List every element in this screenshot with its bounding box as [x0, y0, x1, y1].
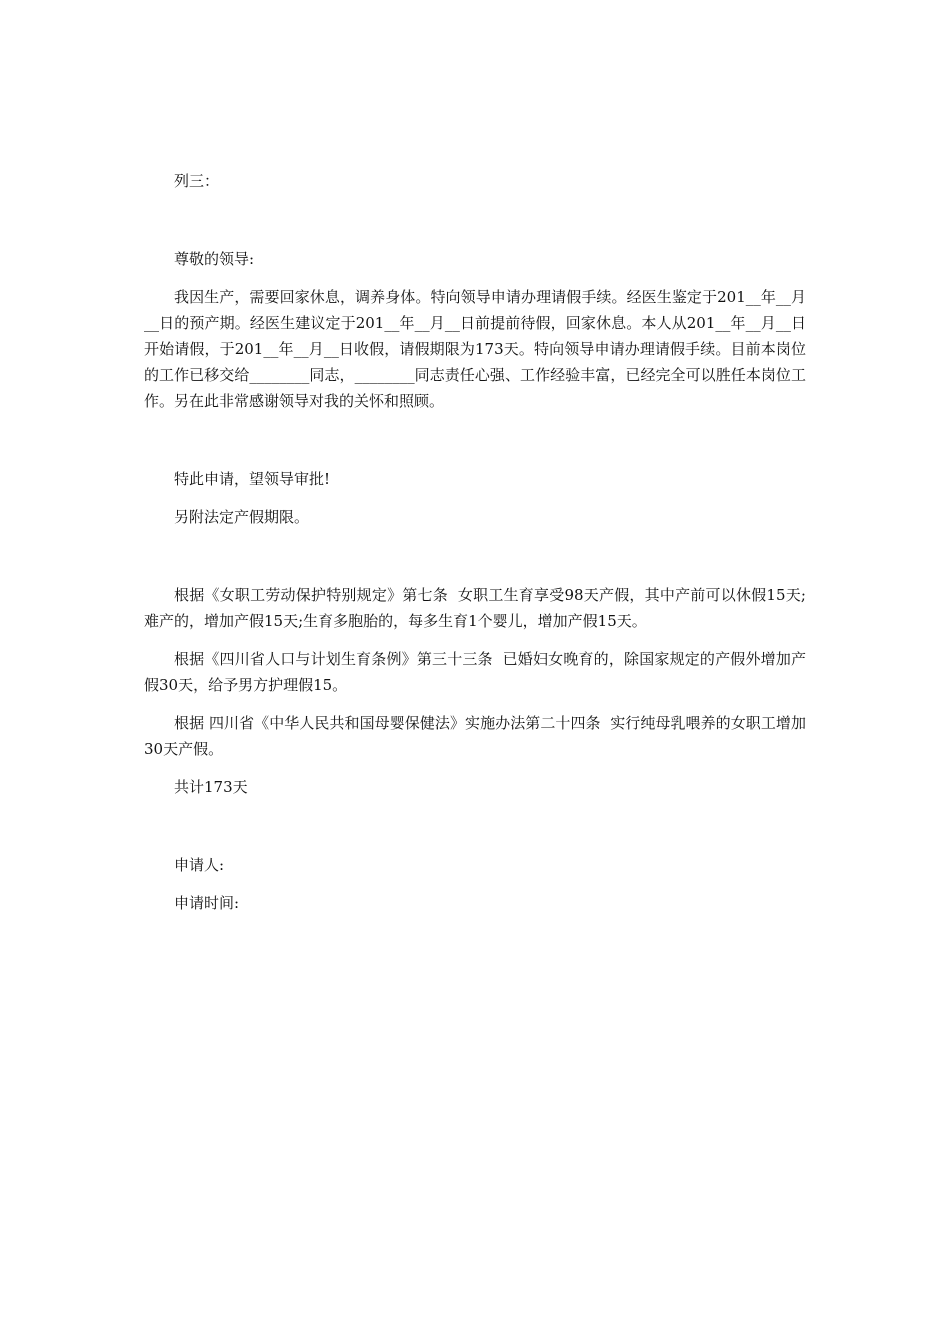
salutation: 尊敬的领导:	[174, 250, 255, 268]
rule-paragraph: 根据《女职工劳动保护特别规定》第七条 女职工生育享受98天产假，其中产前可以休假15天;难产的，增加产假15天;生育多胞胎的，每多生育1个婴儿，增加产假15天。	[144, 586, 806, 630]
application-date-label: 申请时间:	[174, 894, 240, 912]
total-days: 共计173天	[174, 778, 248, 796]
rule-paragraph: 根据 四川省《中华人民共和国母婴保健法》实施办法第二十四条 实行纯母乳喂养的女职工增加30天产假。	[144, 714, 806, 758]
document-body	[144, 168, 806, 916]
request-approval-line: 特此申请，望领导审批!	[174, 470, 331, 488]
section-heading: 列三：	[174, 172, 220, 190]
applicant-label: 申请人:	[174, 856, 225, 874]
leave-request-body: 我因生产，需要回家休息，调养身体。特向领导申请办理请假手续。经医生鉴定于201__年__月__日的预产期。经医生建议定于201__年__月__日前提前待假，回家休息。本人从201__年__月__日开始请假，于201__年__月__日收假，请假期限为173天。特向领导申请办理请假手续。目前本岗位的工作已移交给________同志，________同志责任心强、工作经验丰富，已经完全可以胜任本岗位工作。另在此非常感谢领导对我的关怀和照顾。	[144, 288, 806, 410]
rule-paragraph: 根据《四川省人口与计划生育条例》第三十三条 已婚妇女晚育的，除国家规定的产假外增加产假30天，给予男方护理假15。	[144, 650, 806, 694]
attachment-note: 另附法定产假期限。	[174, 508, 310, 526]
